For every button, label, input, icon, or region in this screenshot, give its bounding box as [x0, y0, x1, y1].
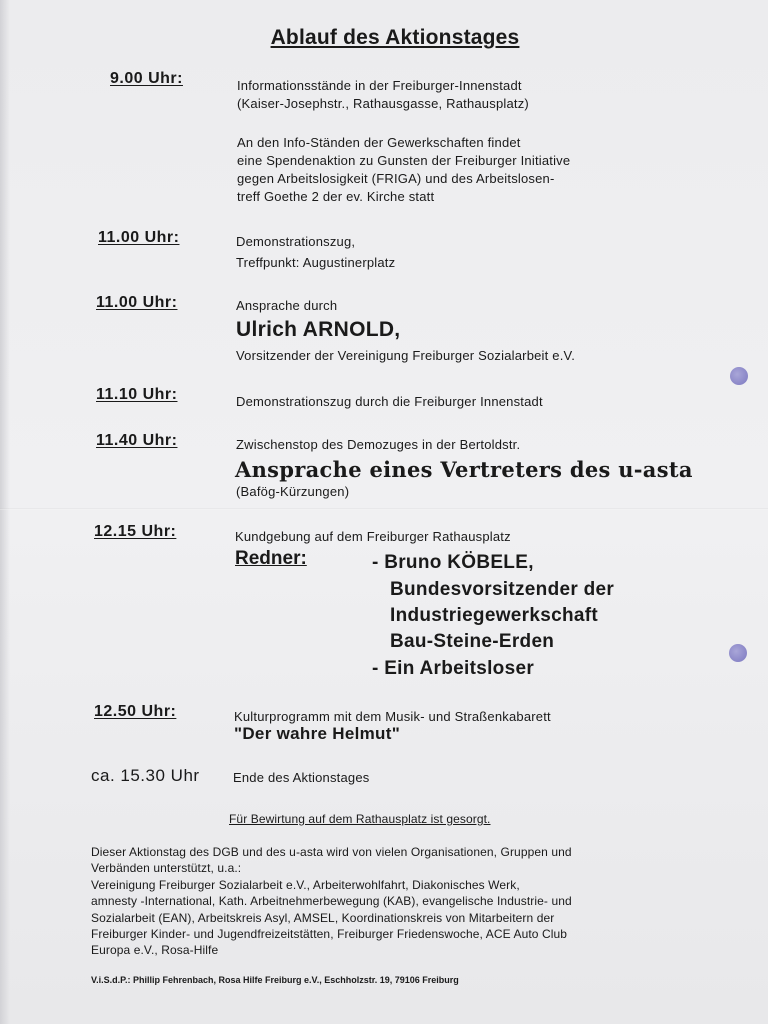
event-text: Demonstrationszug durch die Freiburger Innenstadt	[236, 394, 543, 409]
time-1215: 12.15 Uhr:	[94, 523, 177, 540]
imprint: V.i.S.d.P.: Phillip Fehrenbach, Rosa Hilfe Freiburg e.V., Eschholzstr. 19, 79106 Freiburg	[91, 975, 459, 985]
speaker-highlight: Ansprache eines Vertreters des u-asta	[235, 457, 693, 482]
speaker-line: Bundesvorsitzender der	[390, 579, 615, 600]
event-text: Informationsstände in der Freiburger-Innenstadt	[237, 78, 522, 93]
event-text: Vorsitzender der Vereinigung Freiburger Sozialarbeit e.V.	[236, 348, 576, 363]
event-text: An den Info-Ständen der Gewerkschaften findet	[237, 135, 521, 150]
supporters-line: Sozialarbeit (EAN), Arbeitskreis Asyl, AMSEL, Koordinationskreis von Mitarbeitern der	[91, 911, 555, 925]
time-1110: 11.10 Uhr:	[96, 386, 178, 403]
event-text: (Kaiser-Josephstr., Rathausgasse, Rathausplatz)	[237, 96, 529, 111]
catering-note: Für Bewirtung auf dem Rathausplatz ist gesorgt.	[229, 812, 491, 826]
paper-edge-shadow	[0, 0, 10, 1024]
event-text: eine Spendenaktion zu Gunsten der Freiburger Initiative	[237, 153, 571, 168]
event-text: gegen Arbeitslosigkeit (FRIGA) und des Arbeitslosen-	[237, 171, 555, 186]
event-text: Zwischenstop des Demozuges in der Bertoldstr.	[236, 437, 521, 452]
event-text: Ansprache durch	[236, 298, 338, 313]
time-1140: 11.40 Uhr:	[96, 432, 178, 449]
page-title: Ablauf des Aktionstages	[270, 26, 520, 49]
speaker-line: - Bruno KÖBELE,	[372, 552, 534, 573]
time-1100-speech: 11.00 Uhr:	[96, 294, 178, 311]
punch-hole	[730, 367, 748, 385]
event-text: Kundgebung auf dem Freiburger Rathausplatz	[235, 529, 511, 544]
event-text: Treffpunkt: Augustinerplatz	[236, 255, 396, 270]
time-0900: 9.00 Uhr:	[110, 70, 183, 87]
speaker-name: Ulrich ARNOLD,	[236, 318, 401, 341]
event-text: Kulturprogramm mit dem Musik- und Straßenkabarett	[234, 709, 551, 724]
event-text: Ende des Aktionstages	[233, 770, 370, 785]
event-text: (Bafög-Kürzungen)	[236, 484, 350, 499]
supporters-line: Freiburger Kinder- und Jugendfreizeitstätten, Freiburger Friedenswoche, ACE Auto Club	[91, 927, 568, 941]
speaker-line: Bau-Steine-Erden	[390, 631, 555, 652]
supporters-line: Europa e.V., Rosa-Hilfe	[91, 943, 219, 957]
paper-fold-line	[0, 508, 768, 510]
supporters-line: amnesty -International, Kath. Arbeitnehmerbewegung (KAB), evangelische Industrie- und	[91, 894, 572, 908]
supporters-line: Vereinigung Freiburger Sozialarbeit e.V., Arbeiterwohlfahrt, Diakonisches Werk,	[91, 878, 520, 892]
supporters-line: Verbänden unterstützt, u.a.:	[91, 861, 242, 875]
event-text: treff Goethe 2 der ev. Kirche statt	[237, 189, 435, 204]
speaker-line: - Ein Arbeitsloser	[372, 658, 535, 679]
cabaret-title: "Der wahre Helmut"	[234, 724, 401, 743]
speakers-label: Redner:	[235, 548, 307, 569]
punch-hole	[729, 644, 747, 662]
supporters-line: Dieser Aktionstag des DGB und des u-asta wird von vielen Organisationen, Gruppen und	[91, 845, 572, 859]
event-text: Demonstrationszug,	[236, 234, 356, 249]
time-1250: 12.50 Uhr:	[94, 703, 177, 720]
speaker-line: Industriegewerkschaft	[390, 605, 598, 626]
time-1100: 11.00 Uhr:	[98, 229, 180, 246]
time-1530: ca. 15.30 Uhr	[91, 766, 200, 785]
